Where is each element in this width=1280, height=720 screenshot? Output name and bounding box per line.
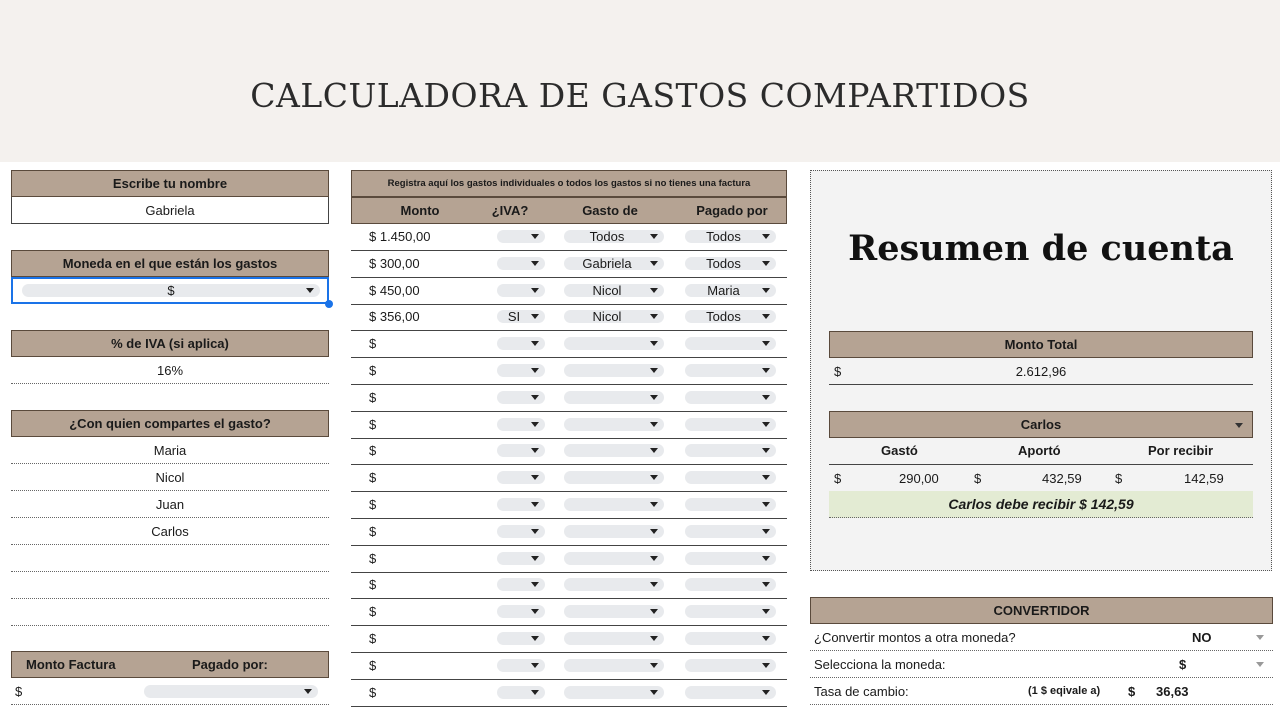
pagado-por-dropdown[interactable]	[685, 471, 776, 484]
person-list-item[interactable]: Nicol	[11, 464, 329, 491]
page-title: CALCULADORA DE GASTOS COMPARTIDOS	[250, 76, 1030, 115]
pagado-por-dropdown[interactable]	[685, 337, 776, 350]
pagado-por-dropdown[interactable]	[685, 659, 776, 672]
expense-amount[interactable]: $	[369, 550, 377, 566]
rate-currency: $	[1128, 684, 1136, 699]
chevron-down-icon	[650, 529, 658, 534]
chevron-down-icon	[650, 556, 658, 561]
chevron-down-icon[interactable]	[1256, 635, 1264, 640]
pagado-por-dropdown[interactable]	[685, 310, 776, 323]
pagado-por-dropdown[interactable]	[685, 364, 776, 377]
expense-row	[351, 224, 787, 251]
chevron-down-icon	[650, 422, 658, 427]
person-list-item[interactable]	[11, 545, 329, 572]
chevron-down-icon	[650, 663, 658, 668]
chevron-down-icon	[650, 609, 658, 614]
expense-row	[351, 331, 787, 358]
expense-row	[351, 385, 787, 412]
gasto-de-dropdown[interactable]	[564, 284, 664, 297]
chevron-down-icon	[762, 341, 770, 346]
spent-currency: $	[834, 471, 842, 486]
invoice-amount-header: Monto Factura	[26, 657, 116, 672]
col-pagado-por: Pagado por	[696, 203, 768, 218]
gasto-de-dropdown-value: Nicol	[592, 282, 622, 298]
chevron-down-icon	[650, 395, 658, 400]
expenses-caption: Registra aquí los gastos individuales o todos los gastos si no tienes una factura	[351, 170, 787, 197]
invoice-paid-by-header: Pagado por:	[192, 657, 268, 672]
gasto-de-dropdown[interactable]	[564, 471, 664, 484]
name-input[interactable]: Gabriela	[11, 197, 329, 224]
iva-dropdown[interactable]	[497, 632, 545, 645]
convert-label: ¿Convertir montos a otra moneda?	[814, 630, 1016, 645]
vat-input[interactable]: 16%	[11, 357, 329, 384]
person-list-item[interactable]: Carlos	[11, 518, 329, 545]
pagado-por-dropdown[interactable]	[685, 391, 776, 404]
iva-dropdown[interactable]	[497, 498, 545, 511]
chevron-down-icon	[531, 663, 539, 668]
chevron-down-icon	[531, 288, 539, 293]
chevron-down-icon	[531, 341, 539, 346]
pagado-por-dropdown[interactable]	[685, 498, 776, 511]
chevron-down-icon	[762, 690, 770, 695]
expense-row	[351, 626, 787, 653]
iva-dropdown[interactable]	[497, 310, 545, 323]
currency-header: Moneda en el que están los gastos	[11, 250, 329, 277]
total-currency: $	[834, 364, 842, 379]
chevron-down-icon	[650, 261, 658, 266]
chevron-down-icon	[650, 448, 658, 453]
pagado-por-dropdown-value: Todos	[706, 229, 741, 244]
chevron-down-icon	[650, 582, 658, 587]
pagado-por-dropdown[interactable]	[685, 284, 776, 297]
invoice-paid-by-dropdown[interactable]	[144, 685, 318, 698]
expense-row	[351, 599, 787, 626]
chevron-down-icon	[762, 502, 770, 507]
expense-row	[351, 304, 787, 331]
expense-amount[interactable]: $	[369, 389, 377, 405]
chevron-down-icon	[304, 689, 312, 694]
iva-dropdown[interactable]	[497, 284, 545, 297]
chevron-down-icon	[531, 636, 539, 641]
gasto-de-dropdown[interactable]	[564, 525, 664, 538]
iva-dropdown[interactable]	[497, 525, 545, 538]
expense-amount[interactable]: $	[369, 416, 377, 432]
chevron-down-icon	[650, 288, 658, 293]
iva-dropdown[interactable]	[497, 659, 545, 672]
fill-handle[interactable]	[325, 300, 333, 308]
chevron-down-icon	[531, 502, 539, 507]
total-row	[829, 358, 1253, 385]
iva-dropdown[interactable]	[497, 552, 545, 565]
gasto-de-dropdown[interactable]	[564, 605, 664, 618]
expense-row	[351, 465, 787, 492]
receive-value: 142,59	[1184, 471, 1224, 486]
chevron-down-icon	[531, 690, 539, 695]
person-list-item[interactable]: Juan	[11, 491, 329, 518]
gasto-de-dropdown[interactable]	[564, 230, 664, 243]
col-spent: Gastó	[881, 443, 918, 458]
gasto-de-dropdown[interactable]	[564, 364, 664, 377]
expense-row	[351, 653, 787, 680]
pagado-por-dropdown[interactable]	[685, 686, 776, 699]
chevron-down-icon	[650, 234, 658, 239]
expense-amount[interactable]: $	[369, 684, 377, 700]
gasto-de-dropdown[interactable]	[564, 686, 664, 699]
expense-row	[351, 358, 787, 385]
gasto-de-dropdown[interactable]	[564, 659, 664, 672]
expense-row	[351, 680, 787, 707]
total-value: 2.612,96	[1015, 364, 1067, 379]
pagado-por-dropdown[interactable]	[685, 578, 776, 591]
converter-header: CONVERTIDOR	[810, 597, 1273, 624]
chevron-down-icon	[762, 314, 770, 319]
expense-row	[351, 572, 787, 599]
pagado-por-dropdown[interactable]	[685, 605, 776, 618]
chevron-down-icon	[531, 395, 539, 400]
pagado-por-dropdown[interactable]	[685, 230, 776, 243]
chevron-down-icon	[531, 422, 539, 427]
expense-row	[351, 492, 787, 519]
chevron-down-icon	[762, 636, 770, 641]
gasto-de-dropdown[interactable]	[564, 310, 664, 323]
chevron-down-icon	[762, 556, 770, 561]
expense-amount[interactable]: $	[369, 336, 377, 352]
rate-value[interactable]: 36,63	[1156, 684, 1189, 699]
pagado-por-dropdown-value: Todos	[706, 255, 741, 271]
gasto-de-dropdown[interactable]	[564, 257, 664, 270]
col-iva: ¿IVA?	[491, 203, 529, 218]
chevron-down-icon	[650, 341, 658, 346]
chevron-down-icon	[531, 234, 539, 239]
receive-message: Carlos debe recibir $ 142,59	[829, 491, 1253, 518]
expense-row	[351, 278, 787, 305]
col-receive: Por recibir	[1148, 443, 1214, 458]
chevron-down-icon	[762, 368, 770, 373]
expense-amount[interactable]: $ 1.450,00	[369, 229, 431, 244]
iva-dropdown[interactable]	[497, 686, 545, 699]
expenses-columns	[351, 197, 787, 224]
chevron-down-icon	[762, 475, 770, 480]
chevron-down-icon	[762, 582, 770, 587]
person-values	[829, 464, 1253, 492]
chevron-down-icon	[762, 529, 770, 534]
spent-value: 290,00	[899, 471, 939, 486]
currency-dropdown[interactable]: $	[22, 284, 320, 297]
chevron-down-icon	[1235, 423, 1243, 428]
iva-dropdown[interactable]	[497, 471, 545, 484]
chevron-down-icon[interactable]	[1256, 662, 1264, 667]
expense-amount[interactable]: $ 356,00	[369, 309, 420, 325]
chevron-down-icon	[762, 422, 770, 427]
share-header: ¿Con quien compartes el gasto?	[11, 410, 329, 437]
chevron-down-icon	[531, 609, 539, 614]
pagado-por-dropdown[interactable]	[685, 552, 776, 565]
currency-cell[interactable]	[11, 277, 329, 304]
rate-label: Tasa de cambio:	[814, 684, 909, 699]
chevron-down-icon	[650, 314, 658, 319]
vat-header: % de IVA (si aplica)	[11, 330, 329, 357]
person-columns	[829, 438, 1253, 464]
expense-amount[interactable]: $	[369, 577, 377, 593]
iva-dropdown-value: SI	[507, 309, 521, 325]
iva-dropdown[interactable]	[497, 257, 545, 270]
person-list-item[interactable]	[11, 572, 329, 599]
pagado-por-dropdown[interactable]	[685, 418, 776, 431]
col-monto: Monto	[400, 203, 440, 218]
expense-amount[interactable]: $	[369, 443, 377, 459]
iva-dropdown[interactable]	[497, 578, 545, 591]
converter-currency-row	[810, 651, 1273, 678]
receive-currency: $	[1115, 471, 1123, 486]
expense-amount[interactable]: $	[369, 523, 377, 539]
invoice-header	[11, 651, 329, 678]
chevron-down-icon	[531, 368, 539, 373]
pagado-por-dropdown[interactable]	[685, 525, 776, 538]
gasto-de-dropdown[interactable]	[564, 498, 664, 511]
chevron-down-icon	[531, 261, 539, 266]
expense-row	[351, 251, 787, 278]
gasto-de-dropdown[interactable]	[564, 444, 664, 457]
chevron-down-icon	[531, 556, 539, 561]
iva-dropdown[interactable]	[497, 391, 545, 404]
currency-label: Selecciona la moneda:	[814, 657, 946, 672]
gasto-de-dropdown[interactable]	[564, 632, 664, 645]
expense-row	[351, 438, 787, 465]
chevron-down-icon	[762, 261, 770, 266]
invoice-currency: $	[15, 684, 23, 699]
chevron-down-icon	[650, 368, 658, 373]
iva-dropdown[interactable]	[497, 337, 545, 350]
gasto-de-dropdown[interactable]	[564, 418, 664, 431]
person-list-item[interactable]	[11, 599, 329, 626]
expense-amount[interactable]: $	[369, 631, 377, 646]
chevron-down-icon	[531, 582, 539, 587]
pagado-por-dropdown[interactable]	[685, 632, 776, 645]
expense-amount[interactable]: $	[369, 604, 377, 620]
expense-amount[interactable]: $	[369, 470, 377, 486]
contributed-value: 432,59	[1042, 471, 1082, 486]
chevron-down-icon	[306, 288, 314, 293]
person-selector[interactable]	[829, 411, 1253, 438]
gasto-de-dropdown[interactable]	[564, 578, 664, 591]
chevron-down-icon	[762, 663, 770, 668]
pagado-por-dropdown[interactable]	[685, 444, 776, 457]
expense-row	[351, 546, 787, 573]
person-selected: Carlos	[1020, 417, 1062, 432]
gasto-de-dropdown[interactable]	[564, 552, 664, 565]
name-header: Escribe tu nombre	[11, 170, 329, 197]
total-header: Monto Total	[829, 331, 1253, 358]
chevron-down-icon	[762, 609, 770, 614]
pagado-por-dropdown[interactable]	[685, 257, 776, 270]
expense-amount[interactable]: $	[369, 363, 377, 378]
col-gasto-de: Gasto de	[582, 203, 638, 218]
currency-select[interactable]: $	[1179, 657, 1187, 672]
chevron-down-icon	[531, 448, 539, 453]
chevron-down-icon	[762, 395, 770, 400]
expense-amount[interactable]: $	[369, 657, 377, 673]
converter-rate-row	[810, 678, 1273, 705]
summary-title: Resumen de cuenta	[848, 228, 1234, 269]
expense-row	[351, 412, 787, 439]
chevron-down-icon	[762, 448, 770, 453]
contributed-currency: $	[974, 471, 982, 486]
iva-dropdown[interactable]	[497, 418, 545, 431]
chevron-down-icon	[650, 690, 658, 695]
chevron-down-icon	[531, 529, 539, 534]
invoice-row	[11, 678, 329, 705]
col-contributed: Aportó	[1018, 443, 1061, 458]
pagado-por-dropdown-value: Todos	[706, 309, 741, 325]
expense-amount[interactable]: $ 450,00	[369, 282, 420, 298]
pagado-por-dropdown-value: Maria	[707, 282, 740, 298]
chevron-down-icon	[650, 636, 658, 641]
gasto-de-dropdown[interactable]	[564, 337, 664, 350]
expense-row	[351, 519, 787, 546]
person-list-item[interactable]: Maria	[11, 437, 329, 464]
chevron-down-icon	[531, 475, 539, 480]
chevron-down-icon	[762, 234, 770, 239]
chevron-down-icon	[762, 288, 770, 293]
iva-dropdown[interactable]	[497, 444, 545, 457]
convert-select[interactable]: NO	[1192, 630, 1212, 645]
gasto-de-dropdown-value: Nicol	[592, 309, 622, 325]
iva-dropdown[interactable]	[497, 230, 545, 243]
iva-dropdown[interactable]	[497, 364, 545, 377]
iva-dropdown[interactable]	[497, 605, 545, 618]
chevron-down-icon	[531, 314, 539, 319]
rate-note: (1 $ eqivale a)	[1028, 685, 1101, 697]
chevron-down-icon	[650, 502, 658, 507]
gasto-de-dropdown-value: Gabriela	[582, 255, 632, 271]
expense-amount[interactable]: $	[369, 497, 377, 512]
chevron-down-icon	[650, 475, 658, 480]
expense-amount[interactable]: $ 300,00	[369, 255, 420, 271]
gasto-de-dropdown[interactable]	[564, 391, 664, 404]
converter-convert-row	[810, 624, 1273, 651]
gasto-de-dropdown-value: Todos	[589, 229, 625, 244]
